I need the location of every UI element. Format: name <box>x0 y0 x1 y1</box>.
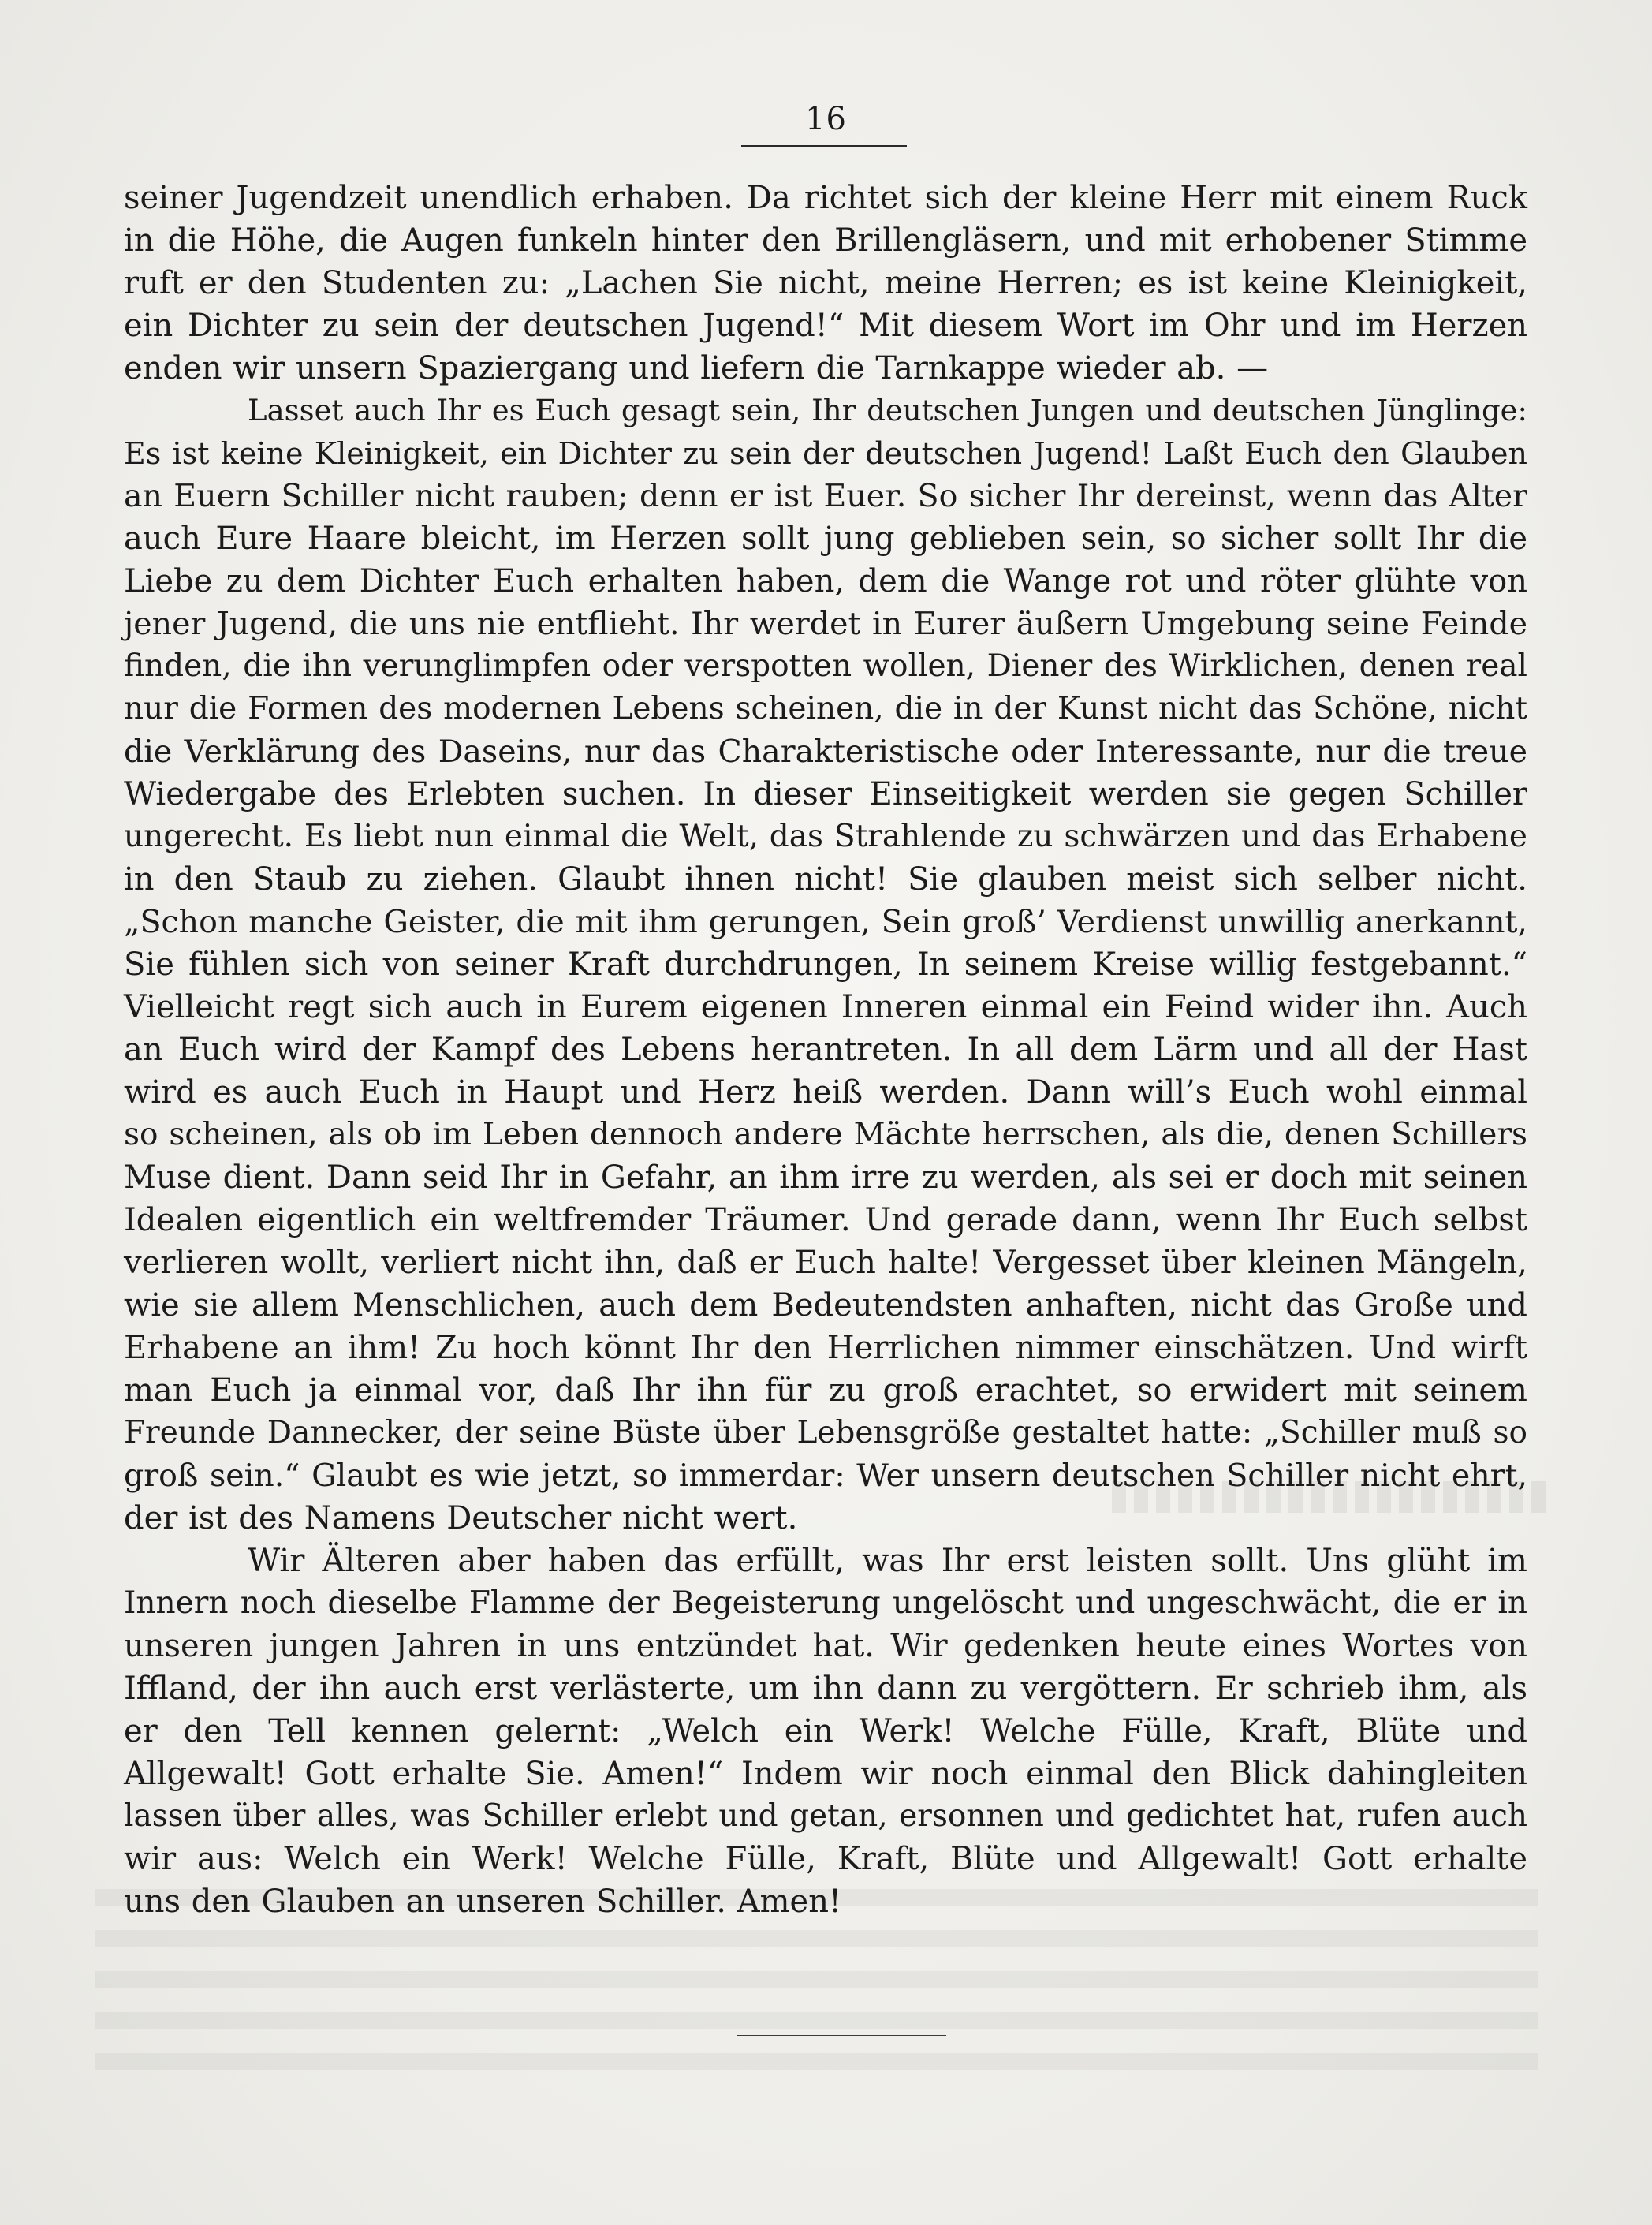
text-line: jener Jugend, die uns nie entflieht. Ihr werdet in Eurer äußern Umgebung seine Feinde <box>124 606 1527 642</box>
end-rule <box>737 2035 946 2036</box>
text-line: „Schon manche Geister, die mit ihm gerungen, Sein groß’ Verdienst unwillig anerkannt, <box>124 904 1527 940</box>
page-number: 16 <box>805 101 847 137</box>
text-line: ein Dichter zu sein der deutschen Jugend!“ Mit diesem Wort im Ohr und im Herzen <box>124 308 1527 344</box>
text-line: an Euern Schiller nicht rauben; denn er ist Euer. So sicher Ihr dereinst, wenn das Alter <box>124 478 1527 514</box>
text-line: Es ist keine Kleinigkeit, ein Dichter zu sein der deutschen Jugend! Laßt Euch den Glauben <box>124 436 1527 471</box>
text-line: er den Tell kennen gelernt: „Welch ein Werk! Welche Fülle, Kraft, Blüte und <box>124 1713 1527 1749</box>
text-line: auch Eure Haare bleicht, im Herzen sollt jung geblieben sein, so sicher sollt Ihr die <box>124 521 1527 557</box>
text-line: Erhabene an ihm! Zu hoch könnt Ihr den Herrlichen nimmer einschätzen. Und wirft <box>124 1330 1527 1366</box>
text-line: wir aus: Welch ein Werk! Welche Fülle, Kraft, Blüte und Allgewalt! Gott erhalte <box>124 1841 1527 1877</box>
text-line: ungerecht. Es liebt nun einmal die Welt, das Strahlende zu schwärzen und das Erhabene <box>124 819 1527 854</box>
text-line: Liebe zu dem Dichter Euch erhalten haben, dem die Wange rot und röter glühte von <box>124 563 1527 599</box>
text-line: unseren jungen Jahren in uns entzündet hat. Wir gedenken heute eines Wortes von <box>124 1628 1527 1664</box>
text-line: in die Höhe, die Augen funkeln hinter den Brillengläsern, und mit erhobener Stimme <box>124 222 1527 259</box>
text-line: verlieren wollt, verliert nicht ihn, daß er Euch halte! Vergesset über kleinen Mängeln, <box>124 1245 1527 1281</box>
text-line: Innern noch dieselbe Flamme der Begeisterung ungelöscht und ungeschwächt, die er in <box>124 1585 1527 1621</box>
text-line: uns den Glauben an unseren Schiller. Amen! <box>124 1883 842 1920</box>
text-line: groß sein.“ Glaubt es wie jetzt, so immerdar: Wer unsern deutschen Schiller nicht ehrt, <box>124 1458 1527 1494</box>
text-line: der ist des Namens Deutscher nicht wert. <box>124 1500 798 1536</box>
text-line: seiner Jugendzeit unendlich erhaben. Da richtet sich der kleine Herr mit einem Ruck <box>124 180 1527 216</box>
text-line: lassen über alles, was Schiller erlebt und getan, ersonnen und gedichtet hat, rufen auch <box>124 1798 1527 1834</box>
text-line: Wiedergabe des Erlebten suchen. In dieser Einseitigkeit werden sie gegen Schiller <box>124 776 1527 812</box>
text-line: an Euch wird der Kampf des Lebens herantreten. In all dem Lärm und all der Hast <box>124 1032 1527 1068</box>
text-line: wie sie allem Menschlichen, auch dem Bedeutendsten anhaften, nicht das Große und <box>124 1287 1527 1323</box>
text-line: Lasset auch Ihr es Euch gesagt sein, Ihr deutschen Jungen und deutschen Jünglinge: <box>248 394 1527 427</box>
text-line: in den Staub zu ziehen. Glaubt ihnen nicht! Sie glauben meist sich selber nicht. <box>124 861 1527 898</box>
text-line: Iffland, der ihn auch erst verlästerte, um ihn dann zu vergöttern. Er schrieb ihm, als <box>124 1671 1527 1707</box>
text-line: enden wir unsern Spaziergang und liefern die Tarnkappe wieder ab. — <box>124 350 1269 386</box>
text-line: Wir Älteren aber haben das erfüllt, was Ihr erst leisten sollt. Uns glüht im <box>248 1543 1527 1579</box>
header-rule <box>741 145 907 147</box>
text-line: finden, die ihn verunglimpfen oder verspotten wollen, Diener des Wirklichen, denen real <box>124 648 1527 684</box>
text-line: Allgewalt! Gott erhalte Sie. Amen!“ Indem wir noch einmal den Blick dahingleiten <box>124 1756 1527 1792</box>
text-line: Sie fühlen sich von seiner Kraft durchdrungen, In seinem Kreise willig festgebannt.“ <box>124 946 1527 983</box>
text-line: man Euch ja einmal vor, daß Ihr ihn für zu groß erachtet, so erwidert mit seinem <box>124 1372 1527 1409</box>
text-line: die Verklärung des Daseins, nur das Charakteristische oder Interessante, nur die treue <box>124 734 1527 770</box>
text-line: wird es auch Euch in Haupt und Herz heiß werden. Dann will’s Euch wohl einmal <box>124 1074 1527 1111</box>
text-line: Idealen eigentlich ein weltfremder Träumer. Und gerade dann, wenn Ihr Euch selbst <box>124 1202 1527 1238</box>
text-line: Vielleicht regt sich auch in Eurem eigenen Inneren einmal ein Feind wider ihn. Auch <box>124 989 1527 1025</box>
text-line: Muse dient. Dann seid Ihr in Gefahr, an ihm irre zu werden, als sei er doch mit seinen <box>124 1159 1527 1196</box>
body-text <box>124 177 1527 1923</box>
text-line: Freunde Dannecker, der seine Büste über Lebensgröße gestaltet hatte: „Schiller muß so <box>124 1415 1527 1450</box>
text-line: so scheinen, als ob im Leben dennoch andere Mächte herrschen, als die, denen Schillers <box>124 1117 1527 1152</box>
text-line: nur die Formen des modernen Lebens scheinen, die in der Kunst nicht das Schöne, nicht <box>124 691 1527 726</box>
text-line: ruft er den Studenten zu: „Lachen Sie nicht, meine Herren; es ist keine Kleinigkeit, <box>124 265 1527 301</box>
